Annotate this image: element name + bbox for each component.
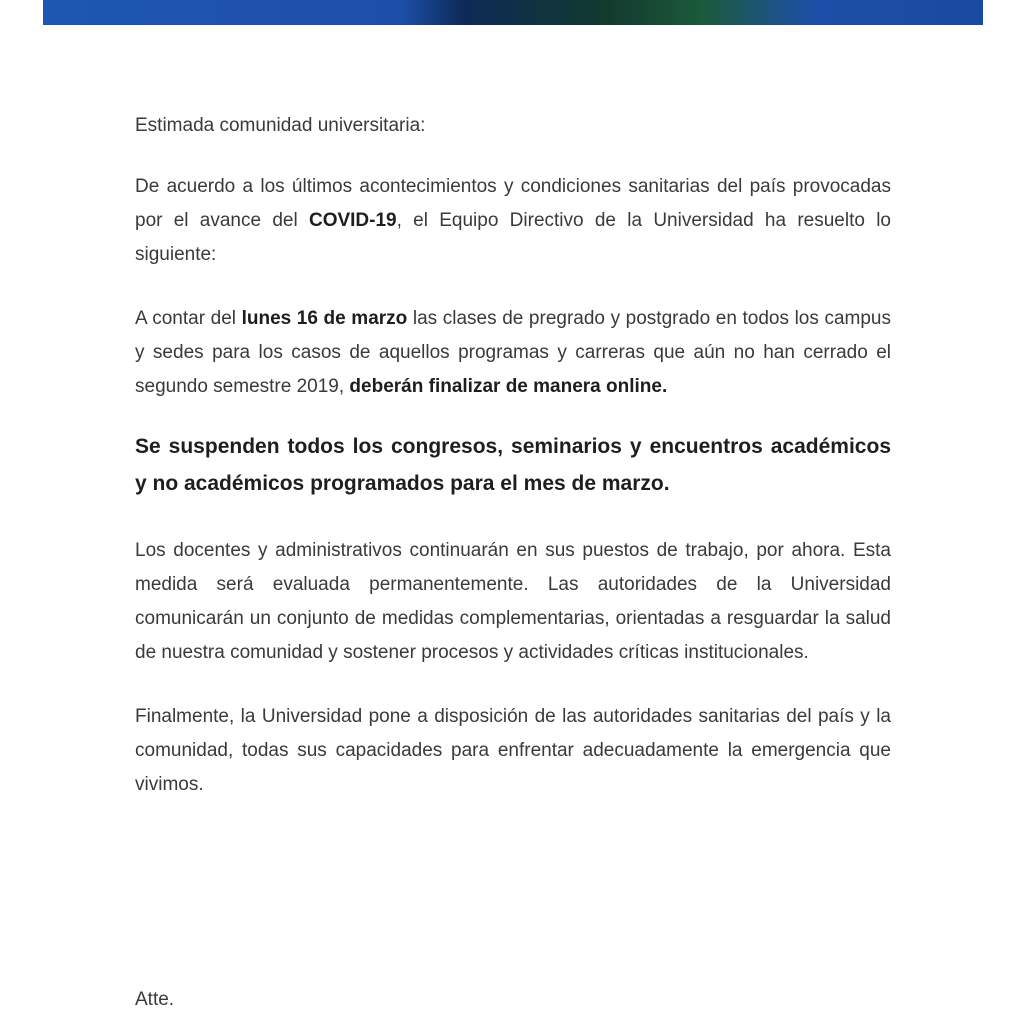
paragraph-final-statement: Finalmente, la Universidad pone a disposición de las autoridades sanitarias del país y la comunidad, todas sus capacidades para enfrentar adecuadamente la emergencia que vivimos. xyxy=(135,706,891,795)
covid-emphasis: COVID-19 xyxy=(308,210,397,231)
paragraph-staff-measures: Los docentes y administrativos continuarán en sus puestos de trabajo, por ahora. Esta medida será evaluada permanentemente. Las autoridades de la Universidad comunicarán un conjunto de medidas complementarias, orientadas a resguardar la salud de nuestra comunidad y sostener procesos y actividades críticas institucionales. xyxy=(135,540,891,663)
header-banner xyxy=(43,0,983,25)
paragraph-suspension-notice: Se suspenden todos los congresos, seminarios y encuentros académicos y no académicos programados para el mes de marzo. xyxy=(135,435,891,495)
paragraph-text: , el Equipo Directivo de la Universidad ha resuelto lo siguiente: xyxy=(135,210,891,265)
paragraph-text: De acuerdo a los últimos acontecimientos y condiciones sanitarias del país provocadas por el avance del xyxy=(135,176,891,231)
date-emphasis: lunes 16 de marzo xyxy=(241,308,408,329)
paragraph-text: las clases de pregrado y postgrado en todos los campus y sedes para los casos de aquellos programas y carreras que aún no han cerrado el segundo semestre 2019, xyxy=(135,308,891,397)
greeting: Estimada comunidad universitaria: xyxy=(135,115,426,136)
letter-body xyxy=(135,112,891,832)
closing-signoff: Atte. xyxy=(135,989,175,1010)
paragraph-covid-context xyxy=(135,170,891,272)
online-emphasis: deberán finalizar de manera online. xyxy=(349,376,668,397)
paragraph-online-classes xyxy=(135,302,891,404)
paragraph-text: A contar del xyxy=(135,308,242,329)
